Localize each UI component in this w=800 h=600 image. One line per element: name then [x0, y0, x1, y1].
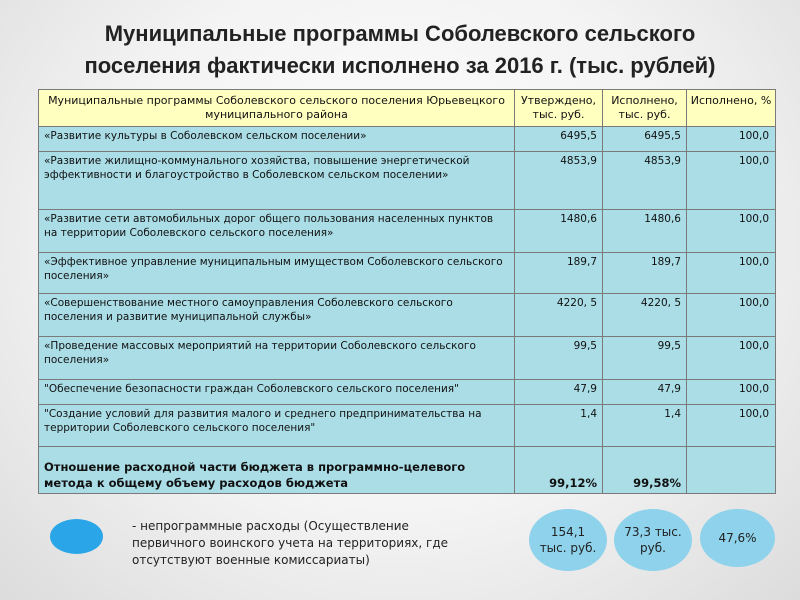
circle-unit: руб. [640, 541, 666, 555]
header-executed: Исполнено, тыс. руб. [603, 90, 687, 127]
non-program-approved-circle [529, 509, 607, 571]
title-line-1: Муниципальные программы Соболевского сельского [104, 21, 696, 46]
non-program-executed-circle [614, 509, 692, 571]
row-percent: 100,0 [687, 152, 776, 210]
row-percent: 100,0 [687, 127, 776, 152]
title-line-2: поселения фактически исполнено за 2016 г. (тыс. рублей) [84, 53, 716, 78]
row-approved: 1,4 [515, 405, 603, 447]
table-row [39, 294, 776, 337]
row-approved: 6495,5 [515, 127, 603, 152]
header-name: Муниципальные программы Соболевского сельского поселения Юрьевецкого муниципального района [39, 90, 515, 127]
row-name: "Создание условий для развития малого и среднего предпринимательства на территории Соболевского сельского поселения" [39, 405, 515, 447]
table-row [39, 337, 776, 380]
row-executed: 4220, 5 [603, 294, 687, 337]
row-name: «Совершенствование местного самоуправления Соболевского сельского поселения и развитие муниципальной службы» [39, 294, 515, 337]
row-executed: 47,9 [603, 380, 687, 405]
table-row [39, 127, 776, 152]
programs-table [38, 89, 776, 494]
row-approved: 4853,9 [515, 152, 603, 210]
row-percent: 100,0 [687, 210, 776, 253]
row-executed: 4853,9 [603, 152, 687, 210]
table-row [39, 405, 776, 447]
circle-unit: тыс. руб. [539, 541, 597, 555]
row-executed: 6495,5 [603, 127, 687, 152]
row-executed: 99,5 [603, 337, 687, 380]
total-percent [687, 447, 776, 494]
row-name: «Развитие культуры в Соболевском сельском поселении» [39, 127, 515, 152]
non-program-percent-circle [700, 509, 775, 567]
row-percent: 100,0 [687, 337, 776, 380]
row-name: «Развитие жилищно-коммунального хозяйства, повышение энергетической эффективности и благоустройство в Соболевском сельском поселении» [39, 152, 515, 210]
row-percent: 100,0 [687, 294, 776, 337]
circle-value: 154,1 [550, 525, 586, 539]
row-executed: 1,4 [603, 405, 687, 447]
total-executed: 99,58% [603, 447, 687, 494]
row-percent: 100,0 [687, 380, 776, 405]
row-name: «Развитие сети автомобильных дорог общего пользования населенных пунктов на территории Соболевского сельского поселения» [39, 210, 515, 253]
row-executed: 189,7 [603, 253, 687, 294]
table-row [39, 152, 776, 210]
row-name: «Эффективное управление муниципальным имуществом Соболевского сельского поселения» [39, 253, 515, 294]
table-total-row [39, 447, 776, 494]
header-percent: Исполнено, % [687, 90, 776, 127]
legend-marker [50, 519, 103, 554]
table-header-row [39, 90, 776, 127]
row-name: «Проведение массовых мероприятий на территории Соболевского сельского поселения» [39, 337, 515, 380]
row-executed: 1480,6 [603, 210, 687, 253]
header-approved: Утверждено, тыс. руб. [515, 90, 603, 127]
circle-value: 73,3 тыс. [624, 525, 682, 539]
circle-value: 47,6% [718, 531, 757, 545]
table-row [39, 380, 776, 405]
legend-text: - непрограммные расходы (Осуществление первичного воинского учета на территориях, где отсутствуют военные комиссариаты) [132, 519, 448, 567]
table-row [39, 210, 776, 253]
row-approved: 99,5 [515, 337, 603, 380]
row-approved: 4220, 5 [515, 294, 603, 337]
page-title [30, 18, 770, 82]
row-approved: 47,9 [515, 380, 603, 405]
row-approved: 1480,6 [515, 210, 603, 253]
table-row [39, 253, 776, 294]
total-approved: 99,12% [515, 447, 603, 494]
row-percent: 100,0 [687, 253, 776, 294]
row-approved: 189,7 [515, 253, 603, 294]
row-name: "Обеспечение безопасности граждан Соболевского сельского поселения" [39, 380, 515, 405]
row-percent: 100,0 [687, 405, 776, 447]
total-label: Отношение расходной части бюджета в программно-целевого метода к общему объему расходов бюджета [39, 447, 515, 494]
